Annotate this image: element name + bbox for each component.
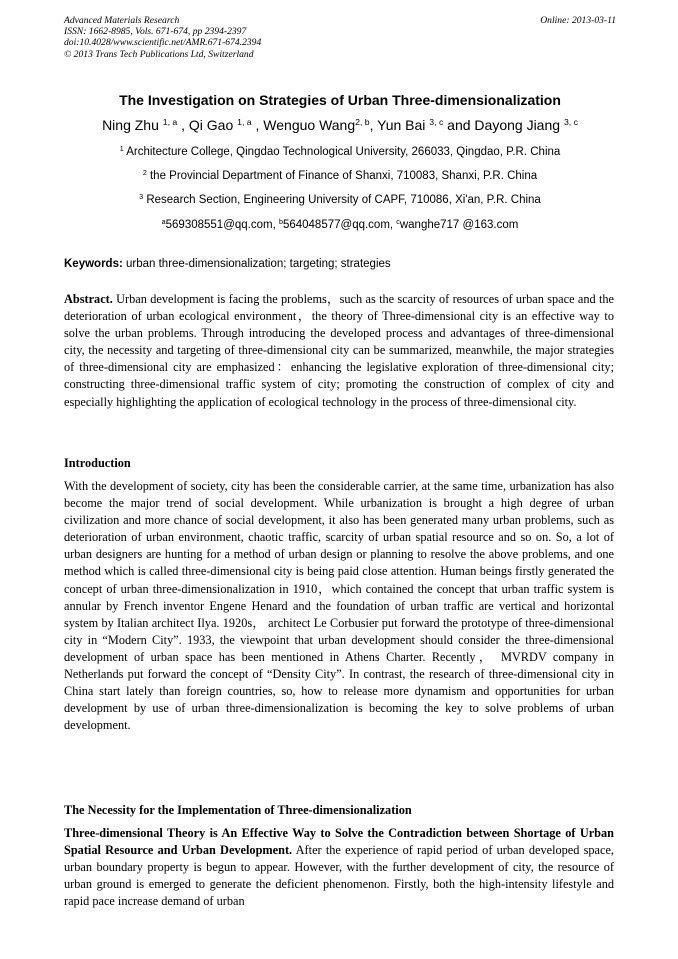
necessity-text: After the experience of rapid period of urban developed space, urban boundary property is begun to appear. However, with the further development of city, the resource of urban ground is emerged to generate the deficient phenomenon. Firstly, both the high-intensity lifestyle and rapid pace increase demand of urban <box>64 843 615 909</box>
author-superscript: 2, b <box>355 117 370 128</box>
paper-title: The Investigation on Strategies of Urban Three-dimensionalization <box>119 92 561 108</box>
author-name: Ning Zhu <box>102 117 159 133</box>
email-link[interactable]: 569308551@qq.com, <box>165 219 279 231</box>
introduction-paragraph: With the development of society, city has been the considerable carrier, at the same time, urbanization has also become the major trend of social development. While urbanization is brought a high degree of urban civilization and more chance of social development, it also has been generated many urban problems, such as deterioration of urban environment, chaotic traffic, scarcity of urban spatial resource and so on. So, a lot of urban designers are hunting for a method of urban design or planning to resolve the above problems, and one method which is called three-dimensional city is being paid close attention. Human beings firstly generated the concept of urban three-dimensionalization in 1910，which contained the concept that urban traffic system is annular by French inventor Engene Henard and the foundation of urban traffic are vertical and horizontal system by Italian architect Ilya. 1920s， architect Le Corbusier put forward the prototype of three-dimensional city in “Modern City”. 1933, the viewpoint that urban development should consider the three-dimensional development of urban space has been mentioned in Athens Charter. Recently， MVRDV company in Netherlands put forward the concept of “Density City”. In contrast, the research of three-dimensional city in China start lately than foreign countries, so, how to release more dynamism and opportunities for urban development by use of urban three-dimensionalization is becoming the key to solve problems of urban development. <box>64 479 614 733</box>
issn-line: ISSN: 1662-8985, Vols. 671-674, pp 2394-2397 <box>64 26 247 38</box>
necessity-paragraph <box>64 825 614 910</box>
author-name: Qi Gao <box>188 117 234 133</box>
author-name: Wenguo Wang <box>263 117 356 133</box>
affiliation-3: $^3$ Research Section, Engineering University of CAPF, 710086, Xi'an, P.R. China <box>139 193 541 206</box>
affiliation-1: $^1$ Architecture College, Qingdao Technological University, 266033, Qingdao, P.R. China <box>119 145 561 158</box>
email-list: $^a$569308551@qq.com, $^b$564048577@qq.com, $^c$wanghe717 @163.com <box>161 218 519 231</box>
necessity-heading: The Necessity for the Implementation of Three-dimensionalization <box>64 803 412 817</box>
journal-name: Advanced Materials Research <box>64 15 180 26</box>
journal-header <box>64 15 616 60</box>
keywords-label: Keywords: <box>64 258 123 270</box>
abstract-label: Abstract. <box>64 292 113 306</box>
abstract-text: Urban development is facing the problems，such as the scarcity of resources of urban space and the deterioration of urban ecological environment，the theory of Three-dimensional city is an effective way to solve the urban problems. Through introducing the developed process and advantages of three-dimensional city, the necessity and targeting of three-dimensional city can be summarized, meanwhile, the major strategies of three-dimensional city are emphasized：enhancing the legislative exploration of three-dimensional city; constructing three-dimensional traffic system of city; promoting the construction of complex of city and especially highlighting the application of ecological technology in the process of three-dimensional city. <box>64 292 614 409</box>
author-superscript: 1, a <box>237 117 252 128</box>
author-name: Yun Bai <box>377 117 426 133</box>
author-superscript: 3, c <box>429 117 444 128</box>
necessity-lead: Three-dimensional Theory is An Effective Way to Solve the Contradiction between Shortage of Urban Spatial Resource and Urban Development. <box>64 826 614 858</box>
affiliation-2: $^2$ the Provincial Department of Finance of Shanxi, 710083, Shanxi, P.R. China <box>142 169 538 182</box>
email-link[interactable]: 564048577@qq.com, <box>282 219 397 231</box>
author-superscript: 1, a <box>162 117 178 128</box>
copyright-line: © 2013 Trans Tech Publications Ltd, Switzerland <box>64 48 254 60</box>
keywords <box>64 257 616 271</box>
email-link[interactable]: wanghe717 @163.com <box>399 219 519 231</box>
author-name: Dayong Jiang <box>474 117 561 133</box>
abstract <box>64 291 614 411</box>
online-date: Online: 2013-03-11 <box>540 15 616 26</box>
doi-line: doi:10.4028/www.scientific.net/AMR.671-674.2394 <box>64 37 262 49</box>
author-superscript: 3, c <box>563 117 578 128</box>
author-list: Ning Zhu $^{1, a}$ , Qi Gao $^{1, a}$ , Wenguo Wang$^{2, b}$, Yun Bai $^{3, c}$ and Dayong Jiang $^{3, c}$ <box>102 117 578 133</box>
introduction-heading: Introduction <box>64 456 131 470</box>
keywords-text: urban three-dimensionalization; targeting; strategies <box>122 258 391 270</box>
